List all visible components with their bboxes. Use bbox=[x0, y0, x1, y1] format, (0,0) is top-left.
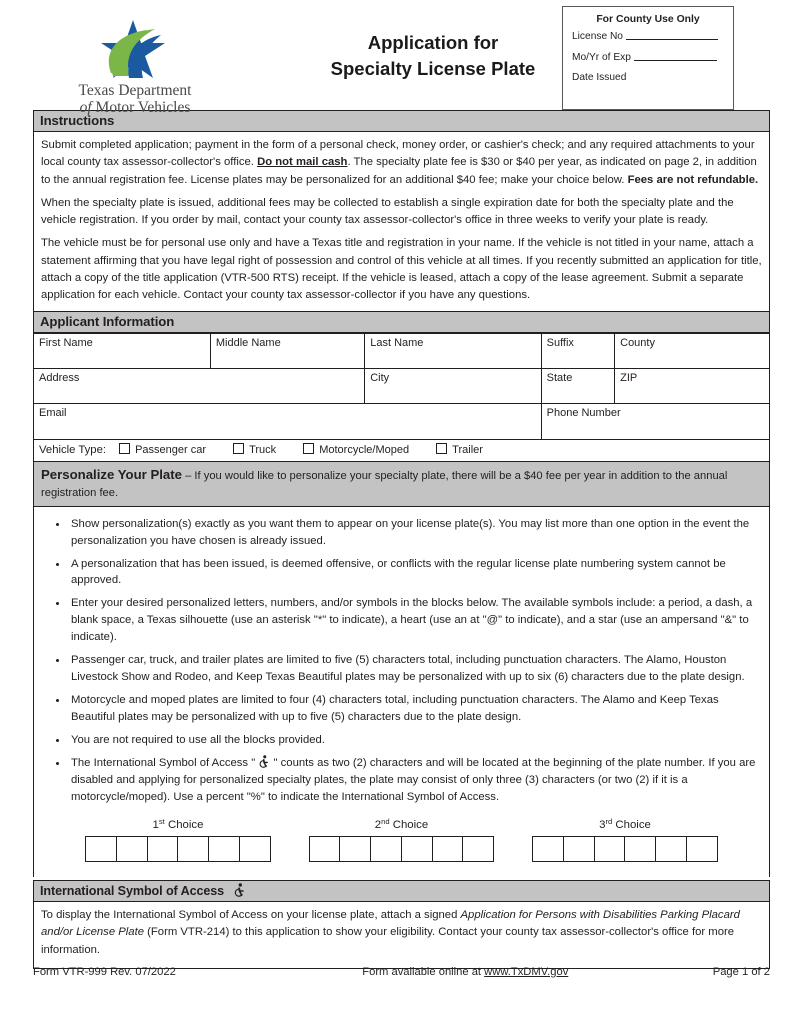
footer-online-availability bbox=[362, 966, 568, 978]
zip-field[interactable] bbox=[615, 368, 769, 403]
instr-p1-a: Submit completed application; payment in the form of a personal check, money order, or cashier's check; and any required attachments to your local county tax assessor-collector's office. bbox=[41, 139, 755, 169]
vehicle-type-label-3: Trailer bbox=[452, 444, 483, 457]
county-label: County bbox=[620, 336, 655, 349]
checkbox-motorcycle-moped[interactable] bbox=[303, 443, 314, 454]
county-use-only-box bbox=[562, 6, 734, 110]
personalize-body bbox=[34, 507, 769, 878]
instructions-paragraph-3: The vehicle must be for personal use only and have a Texas title and registration in your name. If the vehicle is not titled in your name, attach a statement affirming that you have legal right of possession and control of this vehicle at all times. If you recently submitted an application for title, attach a copy of the title application (VTR-500 RTS) receipt. If the vehicle is leased, attach a copy of the lease agreement. Submit a separate application for each vehicle. Contact your county tax assessor-collector if you have any questions. bbox=[41, 237, 762, 302]
plate-char-box[interactable] bbox=[462, 836, 494, 862]
plate-char-box[interactable] bbox=[401, 836, 433, 862]
plate-char-box[interactable] bbox=[208, 836, 240, 862]
isa-section-body bbox=[34, 902, 769, 968]
isa-bullet-text-b: " counts as two (2) characters and will be located at the beginning of the plate number. If you are disabled and applying for personalized specialty plates, the plate may consist of only three (3) characters (or two (2) if it is a motorcycle/moped). Use a percent "%" to indicate the International Symbol of Access. bbox=[71, 756, 756, 803]
choice-2-ordinal: 2 bbox=[374, 818, 382, 831]
choice-3-label bbox=[532, 816, 718, 834]
isa-section-heading-bar bbox=[34, 881, 769, 902]
instructions-paragraph-2: When the specialty plate is issued, additional fees may be collected to establish a single expiration date for both the specialty plate and the vehicle registration. If you order by mail, contact your county tax assessor-collector's office in three weeks to verify your plate is ready. bbox=[41, 196, 734, 227]
txdmv-star-swoosh-icon bbox=[55, 18, 215, 80]
county-box-title: For County Use Only bbox=[596, 14, 700, 25]
choice-1-sup: st bbox=[158, 816, 165, 826]
instructions-paragraph-1 bbox=[41, 137, 762, 189]
state-field[interactable] bbox=[541, 368, 615, 403]
list-item: • You are not required to use all the blocks provided. bbox=[68, 732, 762, 749]
txdmv-logo bbox=[55, 18, 215, 117]
personalize-heading: Personalize Your Plate bbox=[41, 467, 182, 483]
plate-char-box[interactable] bbox=[147, 836, 179, 862]
wheelchair-accessibility-icon bbox=[258, 755, 270, 768]
isa-section-paragraph bbox=[41, 907, 762, 959]
footer-form-id: Form VTR-999 Rev. 07/2022 bbox=[33, 966, 176, 978]
city-label: City bbox=[370, 371, 390, 384]
choice-1-word: Choice bbox=[164, 818, 204, 831]
instr-p1-b: . The specialty plate fee is $30 or $40 per year, as indicated on page 2, in addition to the annual registration fee. License plates may be personalized for an additional $40 fee; make your choice below. bbox=[41, 156, 757, 186]
last-name-field[interactable] bbox=[365, 333, 541, 368]
page-footer bbox=[33, 966, 770, 978]
personalize-heading-bar bbox=[34, 462, 769, 507]
choice-3-ordinal: 3 bbox=[599, 818, 606, 831]
personalize-heading-rest: – If you would like to personalize your specialty plate, there will be a $40 fee per year in addition to the annual registration fee. bbox=[41, 470, 728, 499]
plate-char-box[interactable] bbox=[309, 836, 341, 862]
logo-line-1: Texas Department bbox=[78, 82, 192, 99]
choice-1-ordinal: 1 bbox=[152, 818, 159, 831]
applicant-information-table bbox=[34, 333, 769, 462]
footer-page-number: Page 1 of 2 bbox=[712, 966, 770, 978]
instructions-heading: Instructions bbox=[34, 111, 769, 132]
zip-label: ZIP bbox=[620, 371, 638, 384]
plate-char-box[interactable] bbox=[339, 836, 371, 862]
plate-char-box[interactable] bbox=[686, 836, 718, 862]
county-field[interactable] bbox=[615, 333, 769, 368]
license-no-input[interactable] bbox=[626, 30, 718, 40]
choice-group-3 bbox=[532, 816, 718, 862]
international-symbol-of-access-section bbox=[33, 880, 770, 969]
page-header bbox=[33, 0, 770, 117]
txdmv-logo-text bbox=[55, 82, 215, 117]
checkbox-passenger-car[interactable] bbox=[119, 443, 130, 454]
plate-char-box[interactable] bbox=[624, 836, 656, 862]
vehicle-type-row bbox=[34, 439, 769, 461]
list-item: • A personalization that has been issued, is deemed offensive, or conflicts with the regular license plate numbering system cannot be approved. bbox=[68, 556, 762, 590]
list-item: • Passenger car, truck, and trailer plates are limited to five (5) characters total, including punctuation characters. The Alamo, Houston Livestock Show and Rodeo, and Keep Texas Beautiful plates may be personalized with up to six (6) characters due to the plate design. bbox=[68, 652, 762, 686]
vehicle-type-option-trailer[interactable] bbox=[426, 444, 483, 456]
state-label: State bbox=[546, 371, 573, 384]
plate-char-box[interactable] bbox=[370, 836, 402, 862]
address-field[interactable] bbox=[34, 368, 365, 403]
plate-char-box[interactable] bbox=[432, 836, 464, 862]
plate-char-box[interactable] bbox=[85, 836, 117, 862]
txdmv-website-link[interactable]: www.TxDMV.gov bbox=[484, 966, 569, 978]
title-line-2: Specialty License Plate bbox=[330, 58, 536, 80]
plate-char-box[interactable] bbox=[563, 836, 595, 862]
email-phone-row bbox=[34, 403, 769, 439]
isa-text-a: To display the International Symbol of Access on your license plate, attach a signed bbox=[41, 909, 461, 922]
date-issued-row bbox=[563, 72, 733, 83]
name-row bbox=[34, 333, 769, 368]
vehicle-type-option-passenger-car[interactable] bbox=[109, 444, 206, 456]
wheelchair-accessibility-icon bbox=[233, 883, 246, 897]
address-row bbox=[34, 368, 769, 403]
middle-name-field[interactable] bbox=[210, 333, 364, 368]
vehicle-type-label: Vehicle Type: bbox=[39, 444, 106, 457]
isa-form-title: Application for Persons with Disabilities Parking Placard and/or License Plate bbox=[41, 909, 740, 939]
vehicle-type-label-0: Passenger car bbox=[135, 444, 206, 457]
list-item: • Enter your desired personalized letters, numbers, and/or symbols in the blocks below. The available symbols include: a period, a dash, a blank space, a Texas silhouette (use an asterisk "*" to indicate), a heart (use an at "@" to indicate), and a star (use an ampersand "&" to indicate). bbox=[68, 595, 762, 646]
footer-online-prefix: Form available online at bbox=[362, 966, 485, 978]
mo-yr-exp-label: Mo/Yr of Exp bbox=[572, 52, 631, 63]
choice-1-label bbox=[85, 816, 271, 834]
isa-text-b: (Form VTR-214) to this application to show your eligibility. Contact your county tax assessor-collector's office for more information. bbox=[41, 926, 735, 956]
choice-3-boxes bbox=[532, 836, 718, 862]
license-no-row bbox=[563, 30, 733, 42]
suffix-label: Suffix bbox=[546, 336, 574, 349]
choice-2-sup: nd bbox=[381, 816, 390, 826]
vehicle-type-label-2: Motorcycle/Moped bbox=[319, 444, 410, 457]
choice-2-word: Choice bbox=[389, 818, 429, 831]
plate-char-box[interactable] bbox=[532, 836, 564, 862]
city-field[interactable] bbox=[365, 368, 541, 403]
plate-char-box[interactable] bbox=[177, 836, 209, 862]
email-label: Email bbox=[39, 406, 67, 419]
applicant-information-heading: Applicant Information bbox=[34, 312, 769, 333]
isa-bullet-text-a: The International Symbol of Access " bbox=[71, 756, 259, 769]
suffix-field[interactable] bbox=[541, 333, 615, 368]
choice-2-boxes bbox=[309, 836, 495, 862]
license-no-label: License No bbox=[572, 31, 623, 42]
vehicle-type-cell bbox=[34, 439, 769, 461]
instructions-body bbox=[34, 132, 769, 311]
logo-line-2 bbox=[55, 99, 215, 116]
logo-motor-vehicles: Motor Vehicles bbox=[95, 99, 191, 117]
choice-3-word: Choice bbox=[612, 818, 651, 831]
personalize-bullet-list bbox=[41, 516, 762, 806]
do-not-mail-cash: Do not mail cash bbox=[257, 156, 348, 169]
list-item-isa bbox=[68, 755, 762, 806]
personalize-plate-section bbox=[33, 461, 770, 877]
page-title bbox=[283, 30, 583, 83]
choice-3-sup: rd bbox=[605, 816, 613, 826]
applicant-information-section bbox=[33, 311, 770, 462]
plate-char-box[interactable] bbox=[116, 836, 148, 862]
plate-char-box[interactable] bbox=[594, 836, 626, 862]
choice-1-boxes bbox=[85, 836, 271, 862]
logo-of: of bbox=[79, 99, 92, 117]
list-item: • Motorcycle and moped plates are limited to four (4) characters total, including punctuation characters. The Alamo and Keep Texas Beautiful plates may be personalized with up to five (5) characters due to the plate design. bbox=[68, 692, 762, 726]
choice-2-label bbox=[309, 816, 495, 834]
plate-choice-groups bbox=[41, 811, 762, 871]
instructions-section bbox=[33, 110, 770, 311]
list-item: • Show personalization(s) exactly as you want them to appear on your license plate(s). You may list more than one option in the event the personalization you have chosen is already issued. bbox=[68, 516, 762, 550]
checkbox-truck[interactable] bbox=[233, 443, 244, 454]
email-field[interactable] bbox=[34, 403, 541, 439]
plate-char-box[interactable] bbox=[239, 836, 271, 862]
date-issued-label: Date Issued bbox=[572, 72, 627, 83]
plate-char-box[interactable] bbox=[655, 836, 687, 862]
checkbox-trailer[interactable] bbox=[436, 443, 447, 454]
isa-section-heading: International Symbol of Access bbox=[40, 884, 225, 899]
choice-group-2 bbox=[309, 816, 495, 862]
choice-group-1 bbox=[85, 816, 271, 862]
fees-not-refundable: Fees are not refundable. bbox=[627, 173, 759, 186]
address-label: Address bbox=[39, 371, 80, 384]
vehicle-type-option-truck[interactable] bbox=[223, 444, 276, 456]
mo-yr-exp-row bbox=[563, 51, 733, 63]
mo-yr-exp-input[interactable] bbox=[634, 51, 717, 61]
vehicle-type-label-1: Truck bbox=[249, 444, 277, 457]
phone-number-label: Phone Number bbox=[546, 406, 621, 419]
middle-name-label: Middle Name bbox=[215, 336, 281, 349]
phone-number-field[interactable] bbox=[541, 403, 769, 439]
title-line-1: Application for bbox=[367, 32, 499, 53]
last-name-label: Last Name bbox=[370, 336, 424, 349]
vehicle-type-option-motorcycle-moped[interactable] bbox=[293, 444, 409, 456]
first-name-field[interactable] bbox=[34, 333, 210, 368]
first-name-label: First Name bbox=[39, 336, 93, 349]
